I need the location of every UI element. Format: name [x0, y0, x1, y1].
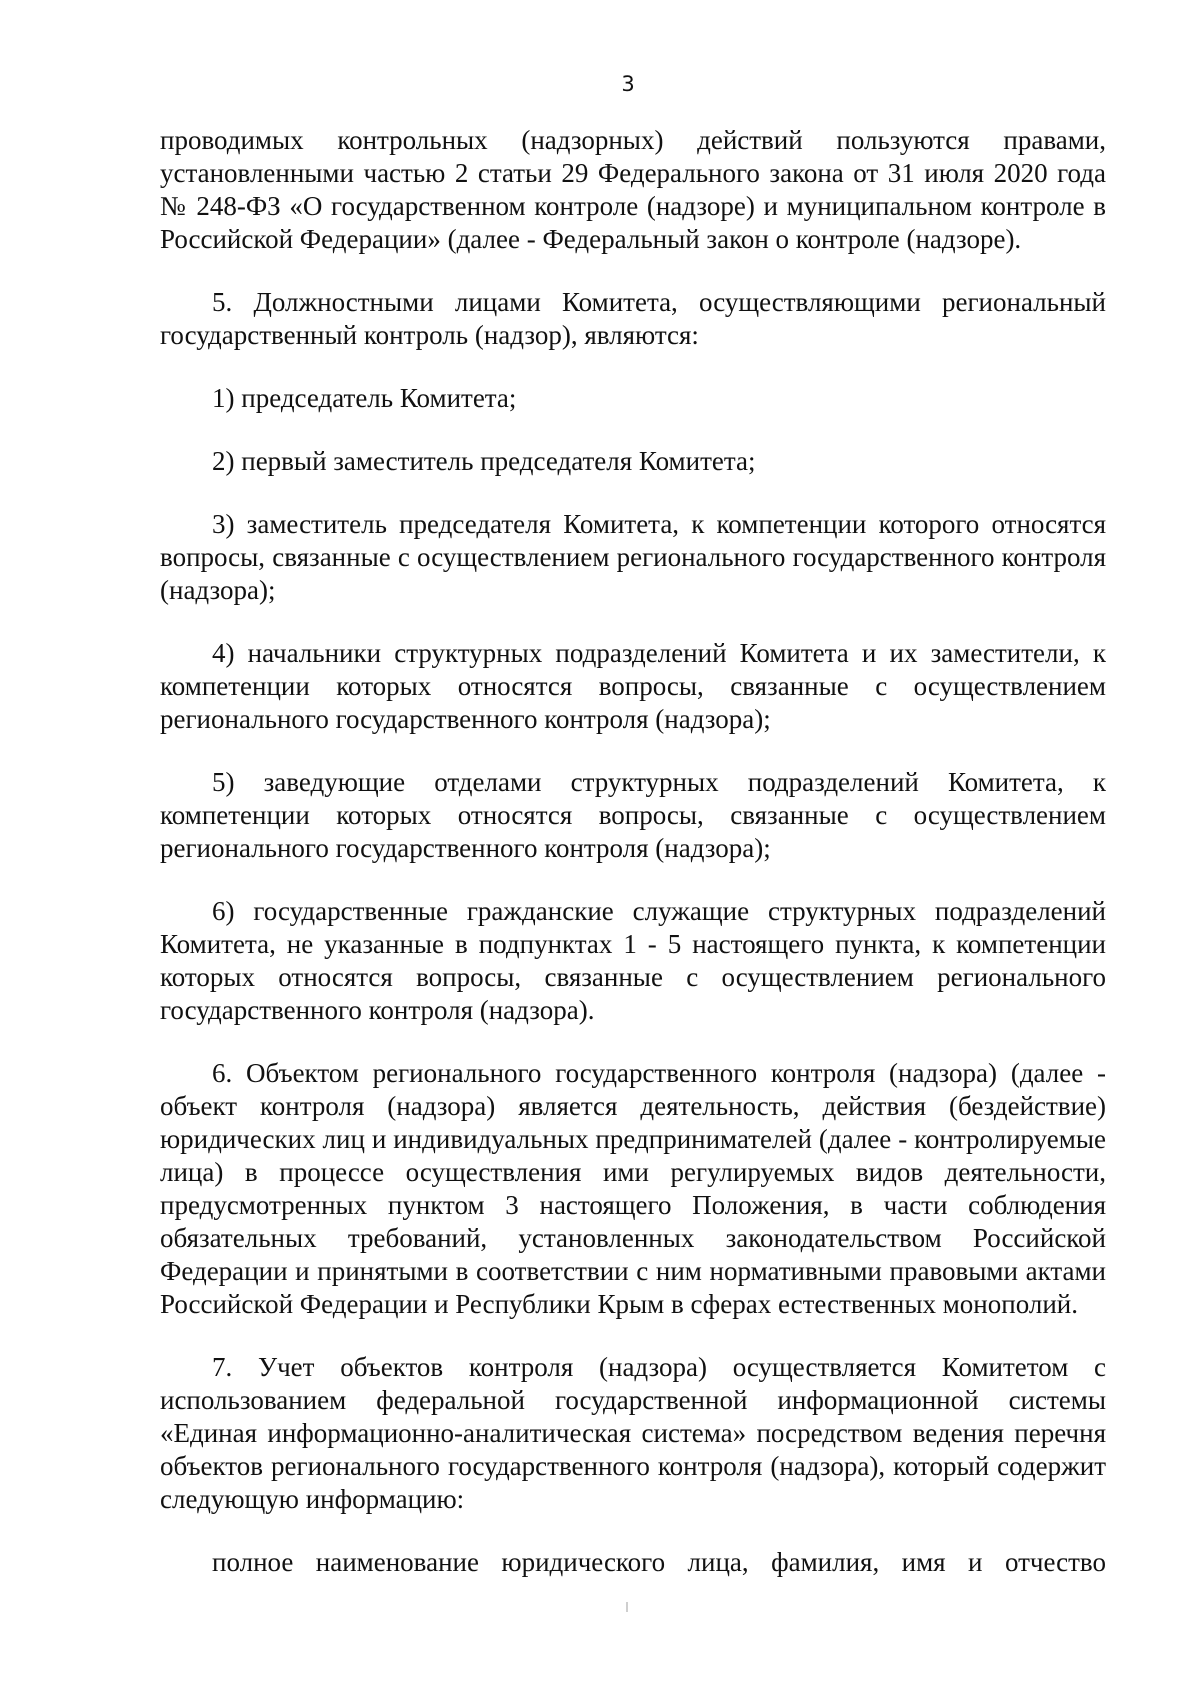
paragraph-continued: полное наименование юридического лица, фамилия, имя и отчество: [212, 1547, 1106, 1577]
paragraph-item-5: 5. Должностными лицами Комитета, осуществляющими региональный государственный контроль (надзор), являются:: [160, 287, 1106, 350]
page-number: 3: [621, 72, 635, 96]
document-body: [160, 124, 1106, 1579]
list-item-5: 5) заведующие отделами структурных подразделений Комитета, к компетенции которых относятся вопросы, связанные с осуществлением регионального государственного контроля (надзора);: [160, 767, 1106, 863]
list-item-1: 1) председатель Комитета;: [212, 383, 517, 413]
paragraph-continuation: проводимых контрольных (надзорных) действий пользуются правами, установленными частью 2 статьи 29 Федерального закона от 31 июля 2020 года № 248-ФЗ «О государственном контроле (надзоре) и муниципальном контроле в Российской Федерации» (далее - Федеральный закон о контроле (надзоре).: [160, 125, 1106, 254]
scan-artifact: [626, 1602, 628, 1612]
list-item-4: 4) начальники структурных подразделений Комитета и их заместители, к компетенции которых относятся вопросы, связанные с осуществлением регионального государственного контроля (надзора);: [160, 638, 1106, 734]
list-item-2: 2) первый заместитель председателя Комитета;: [212, 446, 756, 476]
list-item-3: 3) заместитель председателя Комитета, к компетенции которого относятся вопросы, связанные с осуществлением регионального государственного контроля (надзора);: [160, 509, 1106, 605]
paragraph-item-7: 7. Учет объектов контроля (надзора) осуществляется Комитетом с использованием федеральной государственной информационной системы «Единая информационно-аналитическая система» посредством ведения перечня объектов регионального государственного контроля (надзора), который содержит следующую информацию:: [160, 1352, 1106, 1514]
paragraph-item-6: 6. Объектом регионального государственного контроля (надзора) (далее - объект контроля (надзора) является деятельность, действия (бездействие) юридических лиц и индивидуальных предпринимателей (далее - контролируемые лица) в процессе осуществления ими регулируемых видов деятельности, предусмотренных пунктом 3 настоящего Положения, в части соблюдения обязательных требований, установленных законодательством Российской Федерации и принятыми в соответствии с ним нормативными правовыми актами Российской Федерации и Республики Крым в сферах естественных монополий.: [160, 1058, 1106, 1319]
list-item-6: 6) государственные гражданские служащие структурных подразделений Комитета, не указанные в подпунктах 1 - 5 настоящего пункта, к компетенции которых относятся вопросы, связанные с осуществлением регионального государственного контроля (надзора).: [160, 896, 1106, 1025]
